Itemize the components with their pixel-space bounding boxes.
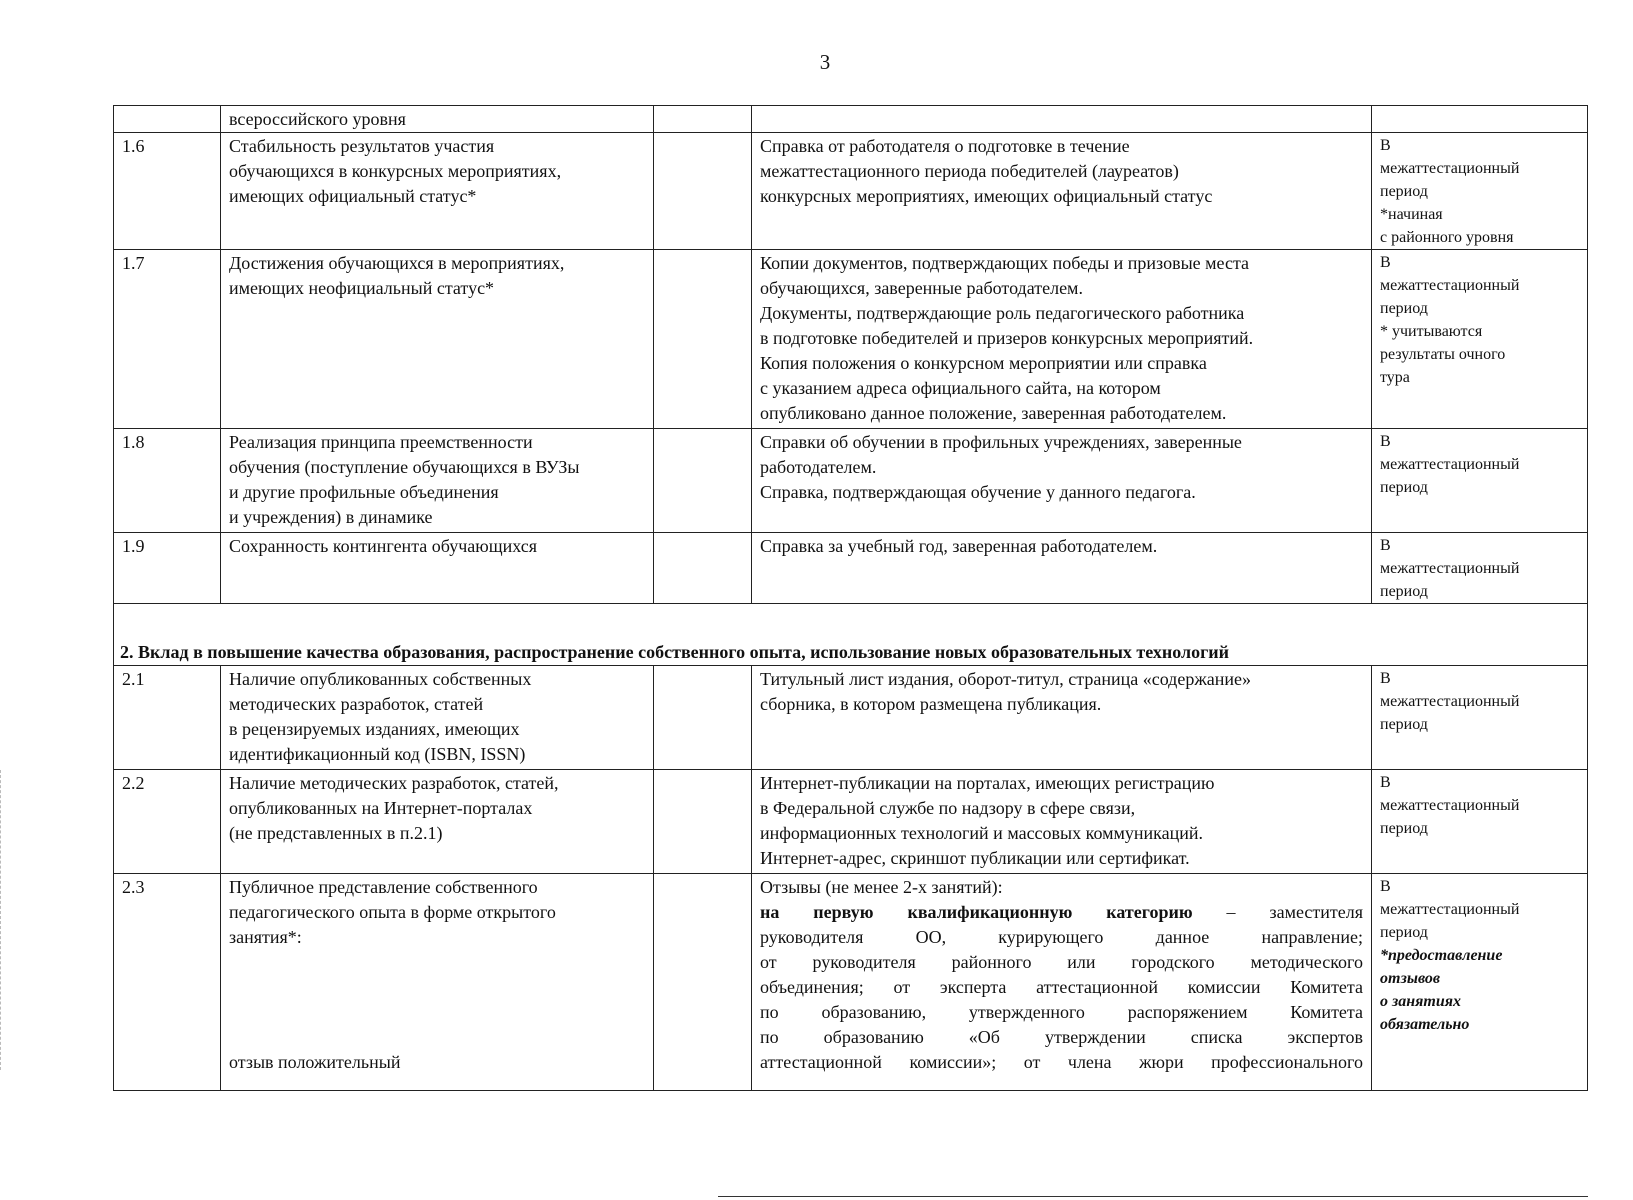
bottom-rule xyxy=(718,1196,1588,1197)
cell-criterion: всероссийского уровня xyxy=(221,106,654,133)
documents-cell: Справки об обучении в профильных учреждениях, заверенные работодателем. Справка, подтверждающая обучение у данного педагога. xyxy=(752,429,1372,533)
empty-cell xyxy=(654,429,752,533)
empty-cell xyxy=(654,133,752,250)
table-row xyxy=(114,133,1588,250)
table-row xyxy=(114,250,1588,429)
page-number: 3 xyxy=(819,50,831,74)
documents-bold-line: на первую квалификационную категорию – заместителя xyxy=(760,902,1363,922)
criterion-cell: Реализация принципа преемственности обучения (поступление обучающихся в ВУЗы и другие профильные объединения и учреждения) в динамике xyxy=(221,429,654,533)
row-number: 1.9 xyxy=(114,533,221,604)
cell-empty xyxy=(654,106,752,133)
note-cell: В межаттестационный период xyxy=(1372,533,1588,604)
row-number: 1.7 xyxy=(114,250,221,429)
criterion-cell: Наличие методических разработок, статей, опубликованных на Интернет-порталах (не представленных в п.2.1) xyxy=(221,770,654,874)
table-row xyxy=(114,533,1588,604)
criterion-cell: Публичное представление собственного педагогического опыта в форме открытого занятия*: отзыв положительный xyxy=(221,874,654,1091)
criteria-table xyxy=(113,105,1588,1091)
row-number: 1.8 xyxy=(114,429,221,533)
note-cell: В межаттестационный период *начиная с районного уровня xyxy=(1372,133,1588,250)
note-cell: В межаттестационный период *предоставление отзывов о занятиях обязательно xyxy=(1372,874,1588,1091)
scan-margin-mark xyxy=(0,770,3,1070)
empty-cell xyxy=(654,666,752,770)
cell-num xyxy=(114,106,221,133)
table-row xyxy=(114,429,1588,533)
table-row xyxy=(114,874,1588,1091)
row-number: 1.6 xyxy=(114,133,221,250)
documents-cell: Копии документов, подтверждающих победы и призовые места обучающихся, заверенные работодателем. Документы, подтверждающие роль педагогического работника в подготовке победителей и призеров конкурсных мероприятий. Копия положения о конкурсном мероприятии или справка с указанием адреса официального сайта, на котором опубликовано данное положение, заверенная работодателем. xyxy=(752,250,1372,429)
row-number: 2.1 xyxy=(114,666,221,770)
documents-cell: Интернет-публикации на порталах, имеющих регистрацию в Федеральной службе по надзору в сфере связи, информационных технологий и массовых коммуникаций. Интернет-адрес, скриншот публикации или сертификат. xyxy=(752,770,1372,874)
empty-cell xyxy=(654,874,752,1091)
documents-cell: Справка от работодателя о подготовке в течение межаттестационного периода победителей (лауреатов) конкурсных мероприятиях, имеющих официальный статус xyxy=(752,133,1372,250)
documents-cell: Титульный лист издания, оборот-титул, страница «содержание» сборника, в котором размещена публикация. xyxy=(752,666,1372,770)
criterion-cell: Наличие опубликованных собственных методических разработок, статей в рецензируемых изданиях, имеющих идентификационный код (ISBN, ISSN) xyxy=(221,666,654,770)
documents-cell: Справка за учебный год, заверенная работодателем. xyxy=(752,533,1372,604)
empty-cell xyxy=(654,250,752,429)
criterion-cell: Достижения обучающихся в мероприятиях, имеющих неофициальный статус* xyxy=(221,250,654,429)
note-cell: В межаттестационный период xyxy=(1372,666,1588,770)
documents-cell: Отзывы (не менее 2-х занятий): на первую квалификационную категорию – заместителя руководителя ОО, курирующего данное направление; от руководителя районного или городского методического объединения; от эксперта аттестационной комиссии Комитета по образованию, утвержденного распоряжением Комитета по образованию «Об утверждении списка экспертов аттестационной комиссии»; от члена жюри профессионального xyxy=(752,874,1372,1091)
note-cell: В межаттестационный период xyxy=(1372,429,1588,533)
cell-note xyxy=(1372,106,1588,133)
note-cell: В межаттестационный период * учитываются результаты очного тура xyxy=(1372,250,1588,429)
row-number: 2.2 xyxy=(114,770,221,874)
row-number: 2.3 xyxy=(114,874,221,1091)
table-row xyxy=(114,666,1588,770)
empty-cell xyxy=(654,770,752,874)
criterion-cell: Стабильность результатов участия обучающихся в конкурсных мероприятиях, имеющих официальный статус* xyxy=(221,133,654,250)
section-heading: 2. Вклад в повышение качества образования, распространение собственного опыта, использование новых образовательных технологий xyxy=(114,604,1588,666)
empty-cell xyxy=(654,533,752,604)
table-row xyxy=(114,770,1588,874)
criterion-extra: отзыв положительный xyxy=(229,1052,401,1072)
cell-documents xyxy=(752,106,1372,133)
section-heading-row xyxy=(114,604,1588,666)
note-cell: В межаттестационный период xyxy=(1372,770,1588,874)
table-row-top xyxy=(114,106,1588,133)
criterion-cell: Сохранность контингента обучающихся xyxy=(221,533,654,604)
